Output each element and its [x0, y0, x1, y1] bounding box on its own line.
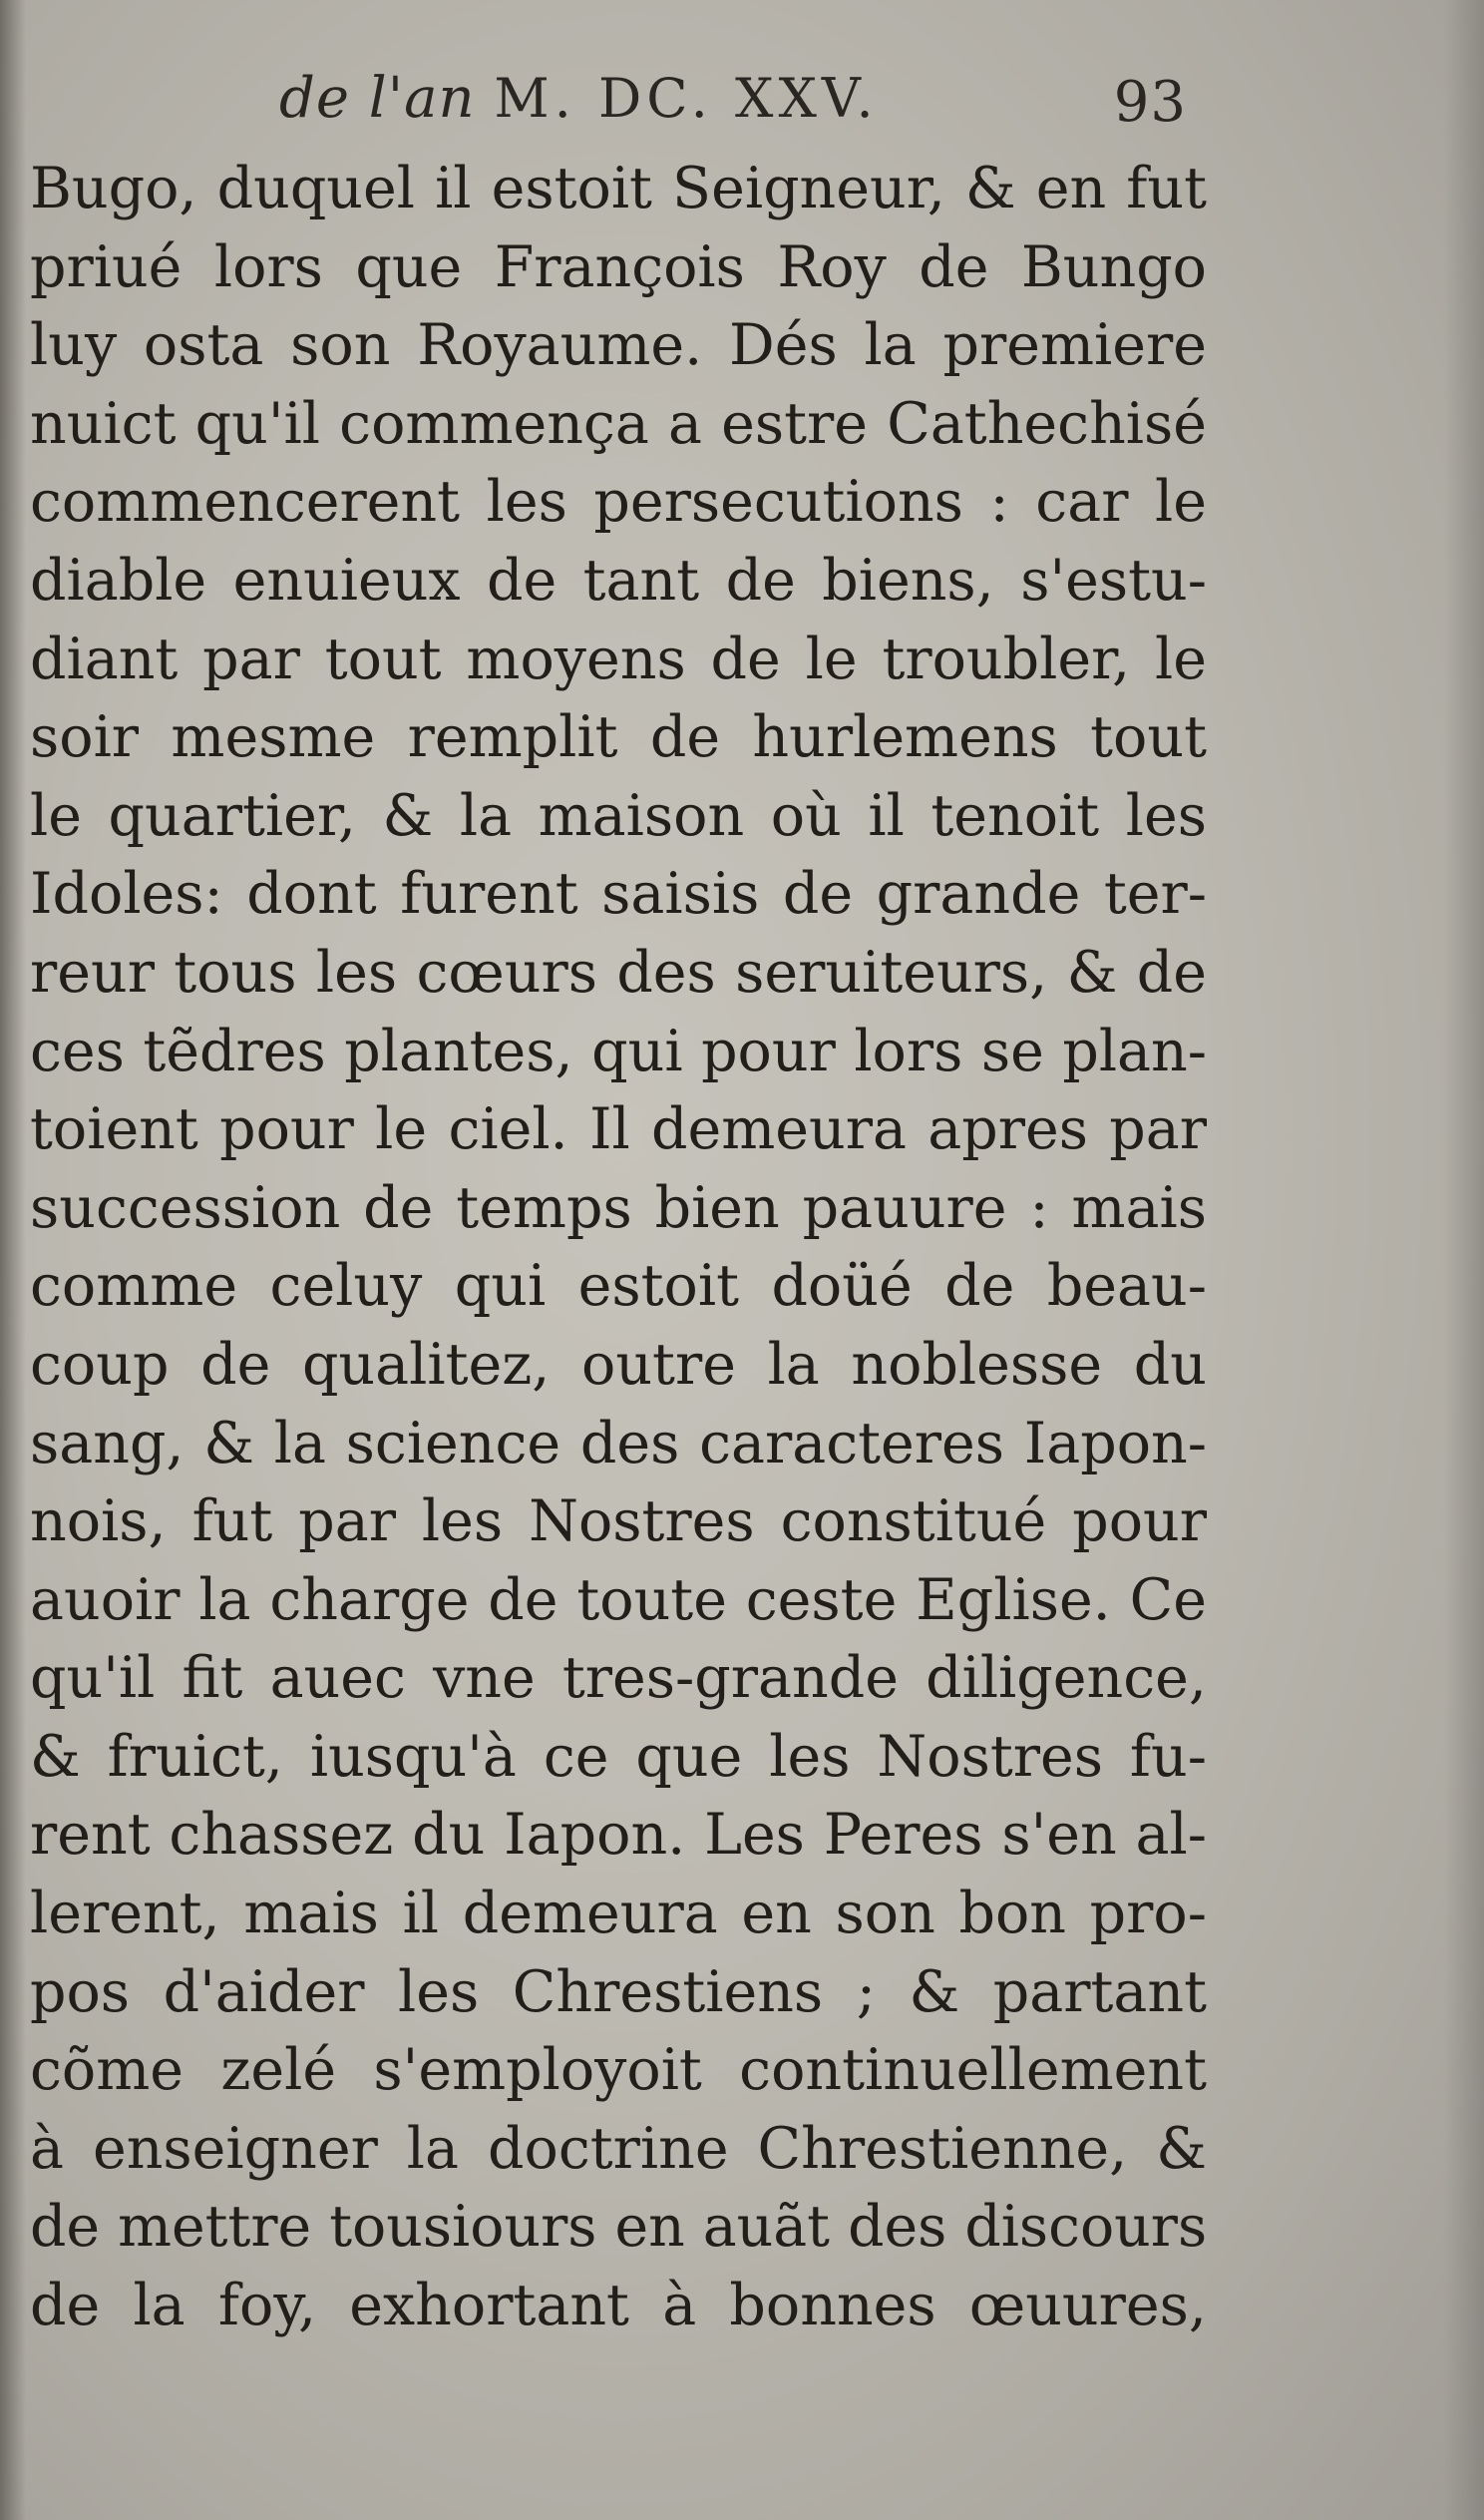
text-line: nuict qu'il commença a estre Cathechisé [30, 390, 1207, 457]
running-head-title [279, 66, 879, 131]
gutter-shadow [0, 0, 26, 2520]
text-line: soir mesme remplit de hurlemens tout [30, 704, 1207, 771]
text-line: à enseigner la doctrine Chrestienne, & [30, 2115, 1207, 2182]
text-line: de la foy, exhortant à bonnes œuures, [30, 2273, 1207, 2339]
text-line: cõme zelé s'employoit continuellement [30, 2037, 1207, 2104]
text-line: & fruict, iusqu'à ce que les Nostres fu- [30, 1723, 1207, 1790]
text-line: le quartier, & la maison où il tenoit les [30, 782, 1207, 849]
running-head [279, 66, 1217, 156]
text-line: coup de qualitez, outre la noblesse du [30, 1331, 1207, 1398]
text-line: Idoles: dont furent saisis de grande ter- [30, 861, 1207, 928]
text-line: succession de temps bien pauure : mais [30, 1174, 1207, 1241]
text-line: ces tẽdres plantes, qui pour lors se plan- [30, 1018, 1207, 1084]
text-line: nois, fut par les Nostres constitué pour [30, 1488, 1207, 1555]
text-line: reur tous les cœurs des seruiteurs, & de [30, 939, 1207, 1006]
text-line: commencerent les persecutions : car le [30, 469, 1207, 536]
running-head-title-text: de l'an [279, 66, 476, 131]
text-line: priué lors que François Roy de Bungo [30, 233, 1207, 300]
text-line: Bugo, duquel il estoit Seigneur, & en fut [30, 156, 1207, 221]
text-line: qu'il fit auec vne tres-grande diligence, [30, 1645, 1207, 1712]
text-line: sang, & la science des caracteres Iapon- [30, 1410, 1207, 1476]
page-number: 93 [1113, 70, 1187, 135]
running-head-year: M. DC. XXV. [494, 67, 879, 130]
text-line: comme celuy qui estoit doüé de beau- [30, 1253, 1207, 1320]
text-line: diable enuieux de tant de biens, s'estu- [30, 547, 1207, 614]
page-edge-shadow [1444, 0, 1484, 2520]
text-line: toient pour le ciel. Il demeura apres par [30, 1096, 1207, 1163]
text-line: lerent, mais il demeura en son bon pro- [30, 1881, 1207, 1947]
body-text [30, 150, 1207, 2345]
text-line: rent chassez du Iapon. Les Peres s'en al- [30, 1802, 1207, 1869]
text-line: de mettre tousiours en auãt des discours [30, 2194, 1208, 2261]
text-line: auoir la charge de toute ceste Eglise. Ce [30, 1566, 1207, 1633]
text-line: pos d'aider les Chrestiens ; & partant [30, 1958, 1207, 2025]
text-line: luy osta son Royaume. Dés la premiere [30, 312, 1207, 379]
text-line: diant par tout moyens de le troubler, le [30, 626, 1207, 692]
